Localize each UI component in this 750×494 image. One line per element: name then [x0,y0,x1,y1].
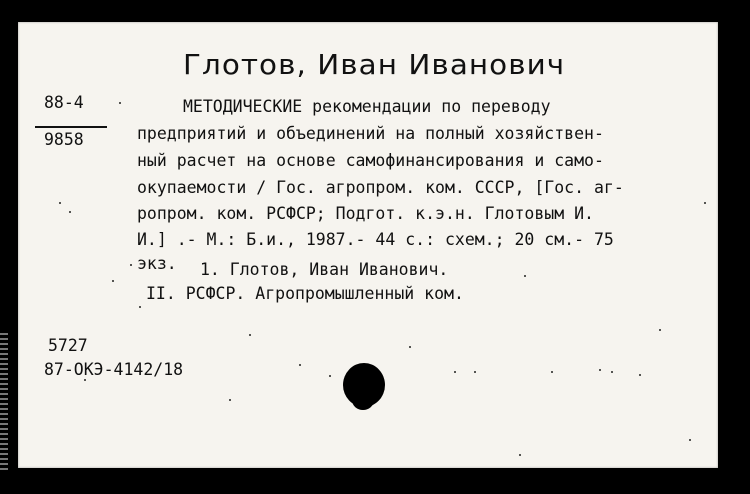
entry-line: ный расчет на основе самофинансирования и само- [137,151,604,170]
accession-code: 5727 [48,336,88,355]
entry-line: экз. [137,254,177,273]
handwritten-author-heading: Глотов, Иван Иванович [183,48,566,81]
scan-edge-artifact [0,330,8,470]
entry-line: предприятий и объединений на полный хозяйствен- [137,124,604,143]
order-code: 87-ОКЭ-4142/18 [44,360,184,379]
tracing-line: II. РСФСР. Агропромышленный ком. [146,284,464,303]
entry-line: МЕТОДИЧЕСКИЕ рекомендации по переводу [183,97,551,116]
entry-line: окупаемости / Гос. агропром. ком. СССР, [Гос. аг- [137,178,624,197]
tracing-line: 1. Глотов, Иван Иванович. [200,260,449,279]
ink-blot [352,390,374,410]
entry-line: И.] .- М.: Б.и., 1987.- 44 с.: схем.; 20 см.- 75 [137,230,614,249]
inventory-number: 9858 [44,130,84,149]
shelf-number: 88-4 [44,93,84,112]
divider-line [35,126,107,128]
entry-line: ропром. ком. РСФСР; Подгот. к.э.н. Глотовым И. [137,204,594,223]
